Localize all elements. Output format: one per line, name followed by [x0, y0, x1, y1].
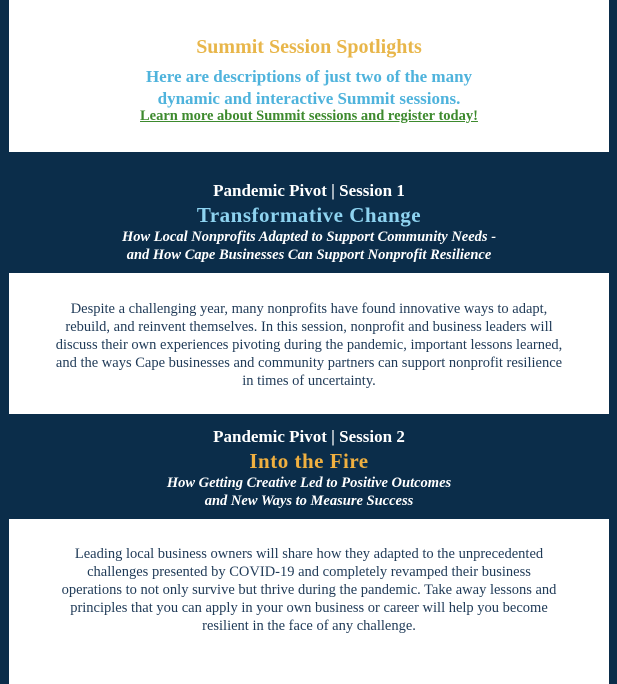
session-1-subtitle-line-1: How Local Nonprofits Adapted to Support Community Needs - [121, 229, 497, 245]
session-1-subtitle [9, 228, 609, 264]
session-2-label: Pandemic Pivot | Session 2 [213, 427, 405, 446]
session-2-subtitle-line-1: How Getting Creative Led to Positive Outcomes [166, 475, 452, 491]
session-2-description-box [9, 519, 609, 684]
session-1-line: in times of uncertainty. [242, 373, 376, 389]
session-2-line: operations to not only survive but thrive during the pandemic. Take away lessons and [61, 582, 557, 598]
session-1-name: Transformative Change [196, 203, 422, 227]
session-2-line: Leading local business owners will share how they adapted to the unprecedented [74, 546, 544, 562]
session-2-subtitle [9, 474, 609, 510]
intro-description-line-1: Here are descriptions of just two of the many [145, 67, 473, 86]
register-link[interactable]: Learn more about Summit sessions and register today! [140, 108, 478, 124]
session-1-line: rebuild, and reinvent themselves. In this session, nonprofit and business leaders will [65, 319, 553, 335]
session-1-header [9, 180, 609, 264]
session-2-description [27, 545, 591, 635]
session-2-line: principles that you can apply in your own business or career will help you become [70, 600, 548, 616]
intro-description-line-2: dynamic and interactive Summit sessions. [157, 89, 461, 108]
session-1-line: and the ways Cape businesses and community partners can support nonprofit resilience [55, 355, 563, 371]
session-1-description [27, 300, 591, 390]
session-2-name: Into the Fire [249, 449, 369, 473]
session-1-label: Pandemic Pivot | Session 1 [213, 181, 405, 200]
session-2-line: challenges presented by COVID-19 and completely revamped their business [87, 564, 531, 580]
session-1-line: Despite a challenging year, many nonprofits have found innovative ways to adapt, [70, 301, 548, 317]
spotlights-title: Summit Session Spotlights [196, 36, 422, 58]
session-1-line: discuss their own experiences pivoting during the pandemic, important lessons learned, [55, 337, 563, 353]
session-2-subtitle-line-2: and New Ways to Measure Success [204, 493, 414, 509]
session-2-line: resilient in the face of any challenge. [202, 618, 416, 634]
session-1-subtitle-line-2: and How Cape Businesses Can Support Nonprofit Resilience [126, 247, 492, 263]
session-2-header [9, 426, 609, 510]
intro-section [9, 0, 609, 152]
session-1-description-box [9, 273, 609, 414]
intro-description [9, 66, 609, 110]
